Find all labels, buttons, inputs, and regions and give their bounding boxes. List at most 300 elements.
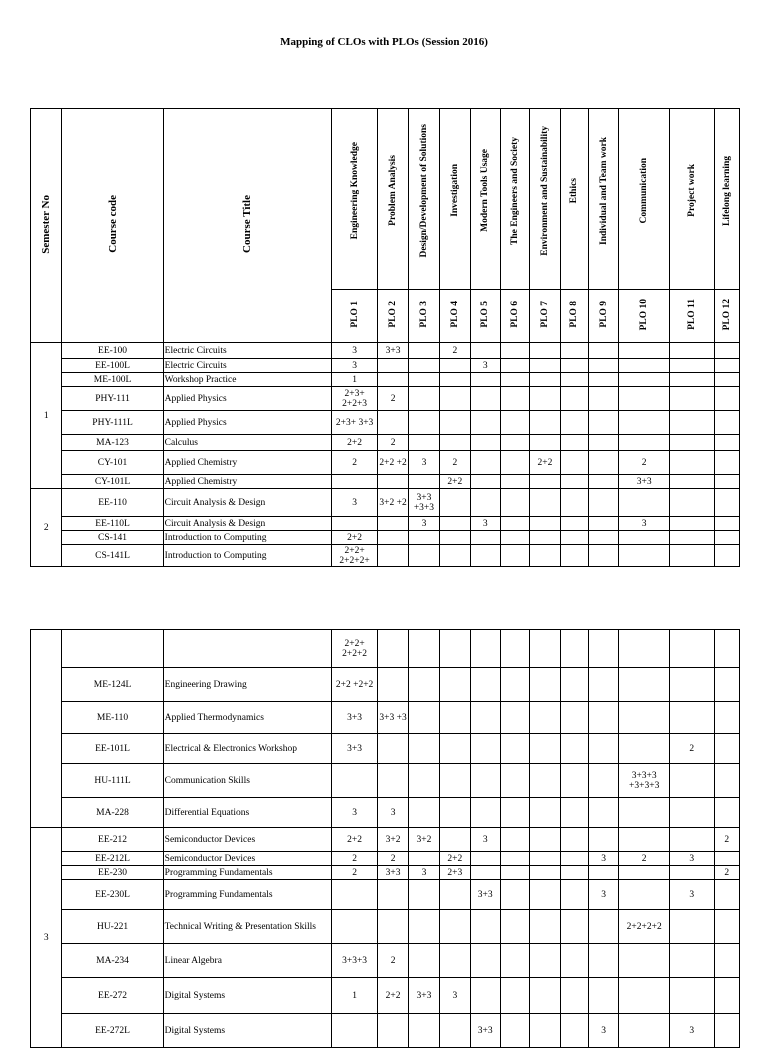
plo-value-cell (530, 852, 560, 866)
plo-value-cell (714, 435, 739, 451)
plo-value-cell: 2+2 (331, 531, 378, 545)
plo-value-cell: 2 (619, 451, 670, 475)
plo-value-cell: 3 (331, 359, 378, 373)
plo-value-cell (378, 910, 408, 944)
plo-value-cell (619, 630, 670, 668)
plo-value-cell: 2+2+ 2+2+2+ (331, 545, 378, 567)
plo-value-cell (500, 435, 529, 451)
course-title-cell: Electrical & Electronics Workshop (163, 734, 331, 764)
plo-value-cell (470, 489, 500, 517)
plo-value-cell (560, 798, 588, 828)
plo-value-cell (588, 866, 618, 880)
plo-value-cell (378, 373, 408, 387)
plo-value-cell (619, 1014, 670, 1048)
plo-value-cell: 2 (378, 435, 408, 451)
plo-value-cell (714, 944, 739, 978)
plo-value-cell (470, 944, 500, 978)
plo-value-cell (500, 531, 529, 545)
plo-value-cell: 2+3 (440, 866, 470, 880)
plo-value-cell (714, 387, 739, 411)
plo-value-cell (440, 435, 470, 451)
course-title-cell: Differential Equations (163, 798, 331, 828)
plo-value-cell (470, 373, 500, 387)
plo-value-cell: 2 (378, 852, 408, 866)
table-row (31, 545, 740, 567)
plo-value-cell: 2+2 (331, 828, 378, 852)
plo-value-cell (560, 343, 588, 359)
plo-value-cell (619, 531, 670, 545)
plo-value-cell: 3+2 (408, 828, 439, 852)
header-label: Environment and Sustainability (539, 125, 550, 256)
plo-value-cell (714, 343, 739, 359)
course-title-cell: Circuit Analysis & Design (163, 489, 331, 517)
plo-value-cell (619, 343, 670, 359)
header-plo-name (670, 109, 715, 290)
course-code-cell: EE-100L (62, 359, 163, 373)
plo-value-cell (530, 764, 560, 798)
plo-value-cell: 3 (588, 880, 618, 910)
plo-value-cell (470, 630, 500, 668)
plo-value-cell (588, 359, 618, 373)
course-title-cell: Communication Skills (163, 764, 331, 798)
plo-value-cell: 3 (470, 517, 500, 531)
plo-value-cell (714, 359, 739, 373)
table-row (31, 910, 740, 944)
plo-value-cell (378, 411, 408, 435)
plo-value-cell (588, 978, 618, 1014)
header-label: Engineering Knowledge (349, 141, 360, 240)
plo-value-cell (670, 411, 715, 435)
plo-value-cell (408, 545, 439, 567)
plo-value-cell (500, 764, 529, 798)
course-title-cell: Technical Writing & Presentation Skills (163, 910, 331, 944)
plo-value-cell (714, 517, 739, 531)
course-title-cell: Semiconductor Devices (163, 852, 331, 866)
header-label: Problem Analysis (388, 155, 399, 226)
plo-value-cell (560, 451, 588, 475)
plo-value-cell (440, 764, 470, 798)
plo-value-cell: 3+2 +2 (378, 489, 408, 517)
course-code-cell: ME-110 (62, 702, 163, 734)
plo-value-cell (670, 387, 715, 411)
plo-value-cell (670, 630, 715, 668)
course-title-cell: Programming Fundamentals (163, 880, 331, 910)
plo-value-cell (470, 734, 500, 764)
plo-value-cell (588, 668, 618, 702)
plo-value-cell (530, 828, 560, 852)
plo-value-cell (619, 880, 670, 910)
plo-value-cell (530, 734, 560, 764)
plo-value-cell (560, 764, 588, 798)
plo-value-cell (378, 531, 408, 545)
course-code-cell: EE-110 (62, 489, 163, 517)
header-plo-code (714, 290, 739, 343)
plo-value-cell: 3 (440, 978, 470, 1014)
plo-value-cell (440, 1014, 470, 1048)
plo-value-cell (714, 702, 739, 734)
plo-value-cell: 3+3+3 +3+3+3 (619, 764, 670, 798)
semester-cell: 2 (31, 489, 62, 567)
table-row (31, 668, 740, 702)
plo-value-cell (470, 435, 500, 451)
header-plo-name (408, 109, 439, 290)
plo-value-cell: 2 (378, 387, 408, 411)
plo-value-cell (500, 387, 529, 411)
header-plo-name (714, 109, 739, 290)
plo-value-cell (331, 475, 378, 489)
plo-value-cell (408, 531, 439, 545)
plo-value-cell (588, 475, 618, 489)
plo-value-cell (408, 880, 439, 910)
plo-value-cell (670, 359, 715, 373)
plo-value-cell (530, 630, 560, 668)
plo-value-cell (560, 866, 588, 880)
header-label: Course code (106, 195, 119, 253)
header-course-code (62, 109, 163, 343)
plo-value-cell (331, 1014, 378, 1048)
plo-value-cell (588, 411, 618, 435)
plo-value-cell: 2+2 +2 (378, 451, 408, 475)
plo-value-cell (714, 489, 739, 517)
plo-value-cell (670, 531, 715, 545)
plo-value-cell (470, 866, 500, 880)
plo-value-cell (588, 764, 618, 798)
plo-value-cell (619, 435, 670, 451)
plo-value-cell: 2+2 (440, 475, 470, 489)
plo-value-cell (530, 411, 560, 435)
plo-value-cell (378, 764, 408, 798)
header-plo-code (530, 290, 560, 343)
plo-value-cell (619, 978, 670, 1014)
header-plo-code (440, 290, 470, 343)
plo-value-cell: 2+2+ 2+2+2 (331, 630, 378, 668)
header-label: PLO 8 (569, 301, 580, 328)
plo-value-cell (500, 866, 529, 880)
course-title-cell: Semiconductor Devices (163, 828, 331, 852)
plo-value-cell (408, 668, 439, 702)
plo-value-cell (500, 798, 529, 828)
plo-value-cell (500, 910, 529, 944)
plo-value-cell (470, 798, 500, 828)
plo-value-cell (560, 702, 588, 734)
plo-value-cell (619, 798, 670, 828)
plo-value-cell (588, 944, 618, 978)
header-plo-code (470, 290, 500, 343)
table-row (31, 451, 740, 475)
plo-value-cell (500, 852, 529, 866)
plo-value-cell (440, 387, 470, 411)
plo-value-cell (670, 668, 715, 702)
plo-value-cell: 3 (408, 517, 439, 531)
plo-value-cell (470, 451, 500, 475)
plo-value-cell (500, 978, 529, 1014)
plo-value-cell: 2+3+ 3+3 (331, 411, 378, 435)
plo-value-cell (500, 1014, 529, 1048)
header-label: PLO 5 (480, 301, 491, 328)
plo-value-cell (378, 880, 408, 910)
plo-value-cell: 3+2 (378, 828, 408, 852)
plo-value-cell: 2 (619, 852, 670, 866)
plo-value-cell (714, 978, 739, 1014)
plo-value-cell (530, 944, 560, 978)
plo-value-cell: 2 (440, 451, 470, 475)
plo-value-cell (588, 702, 618, 734)
plo-value-cell (714, 411, 739, 435)
course-code-cell: MA-234 (62, 944, 163, 978)
plo-value-cell (408, 435, 439, 451)
course-code-cell: EE-212L (62, 852, 163, 866)
plo-value-cell (408, 630, 439, 668)
plo-value-cell (560, 359, 588, 373)
plo-value-cell (440, 545, 470, 567)
header-label: The Engineers and Society (510, 136, 521, 245)
header-label: Investigation (449, 164, 460, 217)
plo-value-cell (500, 944, 529, 978)
header-label: PLO 2 (388, 301, 399, 328)
header-label: Design/Development of Solutions (418, 123, 429, 258)
plo-value-cell (560, 1014, 588, 1048)
header-label: Communication (639, 157, 650, 224)
plo-value-cell (560, 630, 588, 668)
course-code-cell: CS-141L (62, 545, 163, 567)
plo-value-cell (714, 475, 739, 489)
plo-value-cell: 2 (378, 944, 408, 978)
plo-value-cell: 3 (378, 798, 408, 828)
plo-value-cell (714, 373, 739, 387)
course-title-cell: Calculus (163, 435, 331, 451)
table-row (31, 531, 740, 545)
plo-value-cell (560, 734, 588, 764)
plo-value-cell (378, 475, 408, 489)
course-title-cell: Applied Physics (163, 411, 331, 435)
plo-value-cell: 3 (408, 451, 439, 475)
plo-value-cell (530, 373, 560, 387)
header-course-title (163, 109, 331, 343)
plo-value-cell (408, 702, 439, 734)
plo-value-cell: 2 (331, 852, 378, 866)
header-plo-name (530, 109, 560, 290)
plo-value-cell (588, 489, 618, 517)
plo-value-cell: 2 (670, 734, 715, 764)
plo-value-cell (331, 764, 378, 798)
plo-value-cell (560, 411, 588, 435)
plo-value-cell: 3+3 (470, 880, 500, 910)
plo-value-cell: 2+2 (440, 852, 470, 866)
plo-value-cell (440, 734, 470, 764)
semester-cell: 3 (31, 828, 62, 1048)
plo-value-cell (714, 451, 739, 475)
header-label: PLO 11 (686, 299, 697, 330)
plo-value-cell (670, 517, 715, 531)
plo-value-cell (530, 880, 560, 910)
course-code-cell: MA-123 (62, 435, 163, 451)
plo-value-cell (560, 944, 588, 978)
course-code-cell: HU-111L (62, 764, 163, 798)
plo-value-cell (670, 764, 715, 798)
header-plo-name (470, 109, 500, 290)
plo-value-cell (619, 866, 670, 880)
plo-value-cell (440, 944, 470, 978)
table-row (31, 359, 740, 373)
plo-value-cell: 3+3 (378, 866, 408, 880)
course-code-cell: EE-272 (62, 978, 163, 1014)
plo-value-cell (500, 734, 529, 764)
page-title: Mapping of CLOs with PLOs (Session 2016) (280, 36, 488, 48)
header-label: PLO 12 (721, 298, 732, 331)
plo-value-cell (619, 545, 670, 567)
plo-value-cell (670, 910, 715, 944)
plo-value-cell: 2 (440, 343, 470, 359)
plo-value-cell (500, 702, 529, 734)
plo-value-cell: 2 (714, 866, 739, 880)
header-plo-name (588, 109, 618, 290)
course-title-cell: Digital Systems (163, 1014, 331, 1048)
plo-value-cell (530, 435, 560, 451)
plo-value-cell (378, 359, 408, 373)
plo-value-cell (500, 828, 529, 852)
plo-value-cell: 1 (331, 373, 378, 387)
plo-value-cell (440, 531, 470, 545)
plo-value-cell (560, 880, 588, 910)
header-plo-name (440, 109, 470, 290)
table-row (31, 734, 740, 764)
header-label: Project work (686, 164, 697, 217)
plo-value-cell (470, 531, 500, 545)
plo-value-cell (588, 828, 618, 852)
course-title-cell: Introduction to Computing (163, 531, 331, 545)
course-title-cell: Digital Systems (163, 978, 331, 1014)
table-row (31, 517, 740, 531)
table-row (31, 373, 740, 387)
plo-value-cell: 3 (670, 852, 715, 866)
plo-value-cell (331, 910, 378, 944)
course-title-cell: Circuit Analysis & Design (163, 517, 331, 531)
table-row (31, 852, 740, 866)
plo-value-cell (500, 411, 529, 435)
plo-value-cell (500, 359, 529, 373)
plo-value-cell (588, 630, 618, 668)
plo-value-cell (440, 702, 470, 734)
plo-value-cell (619, 668, 670, 702)
plo-value-cell (378, 630, 408, 668)
plo-value-cell (530, 531, 560, 545)
course-code-cell: CS-141 (62, 531, 163, 545)
plo-value-cell (714, 734, 739, 764)
course-code-cell: ME-100L (62, 373, 163, 387)
course-title-cell: Introduction to Computing (163, 545, 331, 567)
plo-value-cell (408, 798, 439, 828)
course-code-cell: EE-230L (62, 880, 163, 910)
plo-value-cell (670, 944, 715, 978)
plo-value-cell (440, 910, 470, 944)
plo-value-cell (500, 451, 529, 475)
plo-value-cell (500, 373, 529, 387)
header-plo-name (378, 109, 408, 290)
plo-value-cell (408, 359, 439, 373)
plo-value-cell: 3 (470, 359, 500, 373)
plo-value-cell (670, 545, 715, 567)
plo-value-cell (500, 343, 529, 359)
plo-value-cell (440, 880, 470, 910)
plo-value-cell (470, 387, 500, 411)
plo-value-cell (588, 734, 618, 764)
plo-value-cell (530, 545, 560, 567)
plo-value-cell (530, 475, 560, 489)
plo-value-cell (619, 411, 670, 435)
header-plo-name (619, 109, 670, 290)
course-code-cell: CY-101 (62, 451, 163, 475)
plo-value-cell: 3+3 (331, 734, 378, 764)
plo-value-cell: 2 (331, 866, 378, 880)
table-row (31, 630, 740, 668)
plo-value-cell (470, 411, 500, 435)
plo-value-cell (470, 852, 500, 866)
table-row (31, 1014, 740, 1048)
header-label: Semester No (40, 194, 53, 254)
table-row (31, 798, 740, 828)
plo-value-cell (714, 880, 739, 910)
header-label: PLO 10 (639, 298, 650, 331)
plo-value-cell (714, 852, 739, 866)
plo-value-cell: 3+3 (331, 702, 378, 734)
course-code-cell: PHY-111L (62, 411, 163, 435)
plo-value-cell (440, 630, 470, 668)
mapping-table-1 (30, 108, 740, 567)
plo-value-cell: 2+2 (331, 435, 378, 451)
mapping-table-2 (30, 629, 740, 1048)
plo-value-cell (470, 545, 500, 567)
semester-cell (31, 630, 62, 828)
plo-value-cell (670, 798, 715, 828)
plo-value-cell (619, 387, 670, 411)
plo-value-cell (560, 475, 588, 489)
course-code-cell: HU-221 (62, 910, 163, 944)
plo-value-cell (378, 545, 408, 567)
plo-value-cell (714, 545, 739, 567)
plo-value-cell: 3 (588, 1014, 618, 1048)
course-code-cell: EE-101L (62, 734, 163, 764)
plo-value-cell (714, 531, 739, 545)
plo-value-cell: 2+3+ 2+2+3 (331, 387, 378, 411)
plo-value-cell (500, 668, 529, 702)
plo-value-cell (670, 451, 715, 475)
plo-value-cell (619, 828, 670, 852)
table-row (31, 866, 740, 880)
plo-value-cell: 1 (331, 978, 378, 1014)
course-code-cell: ME-124L (62, 668, 163, 702)
plo-value-cell (714, 668, 739, 702)
plo-value-cell: 3 (670, 1014, 715, 1048)
course-title-cell (163, 630, 331, 668)
table-row (31, 387, 740, 411)
plo-value-cell (378, 734, 408, 764)
plo-value-cell (530, 668, 560, 702)
plo-value-cell (560, 373, 588, 387)
plo-value-cell (470, 702, 500, 734)
plo-value-cell: 3+3 +3+3 (408, 489, 439, 517)
plo-value-cell: 3 (331, 798, 378, 828)
plo-value-cell (470, 764, 500, 798)
plo-value-cell: 3 (670, 880, 715, 910)
plo-value-cell (408, 475, 439, 489)
plo-value-cell (619, 734, 670, 764)
plo-value-cell (560, 435, 588, 451)
plo-value-cell (530, 978, 560, 1014)
plo-value-cell (560, 852, 588, 866)
course-title-cell: Electric Circuits (163, 359, 331, 373)
plo-value-cell: 3+3 (408, 978, 439, 1014)
course-title-cell: Workshop Practice (163, 373, 331, 387)
